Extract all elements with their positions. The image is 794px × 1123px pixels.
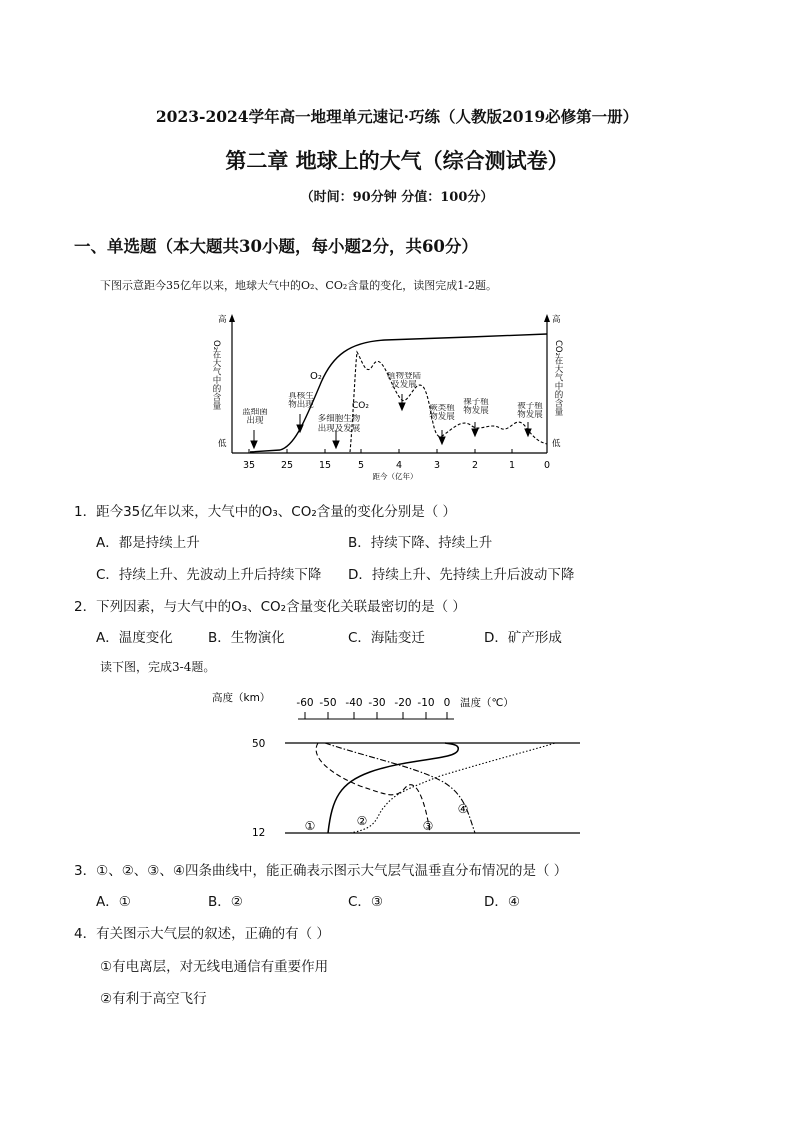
q3-option-c[interactable]: C．③: [348, 894, 384, 910]
q3-option-d[interactable]: D．④: [484, 894, 520, 910]
tick-label: 5: [357, 460, 365, 471]
paper-title: 第二章 地球上的大气（综合测试卷）: [225, 148, 569, 173]
figure2-intro: 读下图，完成3-4题。: [100, 660, 216, 674]
curve-label-4: ④: [457, 802, 469, 816]
temp-tick: -40: [345, 697, 363, 709]
tick-label: 4: [395, 460, 403, 471]
temp-tick: 0: [443, 697, 451, 709]
curve-3: [316, 743, 430, 833]
event-label: 植物登陆及发展: [386, 372, 421, 390]
height-axis-label: 高度（km）: [212, 692, 271, 704]
curve-label-3: ③: [422, 819, 434, 833]
right-low-label: 低: [552, 439, 561, 449]
event-label: 蕨类植物发展: [429, 404, 455, 422]
q1-option-a[interactable]: A．都是持续上升: [96, 535, 200, 551]
question-1-stem: 1．距今35亿年以来，大气中的O₃、CO₂含量的变化分别是（ ）: [74, 504, 457, 520]
q2-option-d[interactable]: D．矿产形成: [484, 630, 562, 646]
q2-option-b[interactable]: B．生物演化: [208, 630, 285, 646]
event-label: 被子植物发展: [517, 402, 543, 420]
q4-statement-1: ①有电离层，对无线电通信有重要作用: [100, 959, 329, 975]
q1-option-d[interactable]: D．持续上升、先持续上升后波动下降: [348, 567, 575, 583]
tick-label: 35: [242, 460, 256, 471]
tick-label: 1: [508, 460, 516, 471]
event-label: 真核生物出现: [288, 392, 314, 410]
q4-statement-2: ②有利于高空飞行: [100, 991, 207, 1007]
q3-option-b[interactable]: B．②: [208, 894, 243, 910]
curve-label-2: ②: [356, 814, 368, 828]
q1-option-b[interactable]: B．持续下降、持续上升: [348, 535, 493, 551]
exam-meta: （时间：90分钟 分值：100分）: [300, 190, 494, 205]
q3-option-a[interactable]: A．①: [96, 894, 131, 910]
temp-tick: -20: [394, 697, 412, 709]
event-label: 裸子植物发展: [463, 398, 489, 416]
temp-tick: -10: [417, 697, 435, 709]
o2-label: O₂: [310, 371, 322, 382]
left-high-label: 高: [218, 315, 227, 325]
series-title: 2023-2024学年高一地理单元速记·巧练（人教版2019必修第一册）: [155, 107, 639, 126]
co2-label: CO₂: [352, 401, 369, 411]
q2-option-c[interactable]: C．海陆变迁: [348, 630, 425, 646]
curve-label-1: ①: [304, 819, 316, 833]
temp-tick: -50: [319, 697, 337, 709]
temp-tick: -30: [368, 697, 386, 709]
event-label: 蓝细菌出现: [242, 408, 268, 426]
section-heading: 一、单选题（本大题共30小题，每小题2分，共60分）: [74, 237, 478, 256]
right-axis-label: CO₂在大气中的含量: [553, 340, 563, 416]
height-12-label: 12: [252, 827, 266, 839]
curve-4: [325, 743, 475, 833]
tick-label: 3: [433, 460, 441, 471]
x-axis-label: 距今（亿年）: [372, 472, 418, 481]
figure1-intro: 下图示意距今35亿年以来，地球大气中的O₂、CO₂含量的变化，读图完成1-2题。: [100, 279, 497, 292]
tick-label: 25: [280, 460, 294, 471]
left-low-label: 低: [218, 439, 227, 449]
question-3-stem: 3．①、②、③、④四条曲线中，能正确表示图示大气层气温垂直分布情况的是（ ）: [74, 863, 568, 879]
event-label: 多细胞生物出现及发展: [317, 414, 361, 434]
right-high-label: 高: [552, 315, 561, 325]
tick-label: 15: [318, 460, 332, 471]
tick-label: 2: [471, 460, 479, 471]
question-4-stem: 4．有关图示大气层的叙述，正确的有（ ）: [74, 926, 330, 942]
temp-tick: -60: [296, 697, 314, 709]
figure2-temperature-profile: [210, 688, 590, 843]
q2-option-a[interactable]: A．温度变化: [96, 630, 173, 646]
figure1-o2-co2-chart: [210, 310, 580, 482]
q1-option-c[interactable]: C．持续上升、先波动上升后持续下降: [96, 567, 322, 583]
height-50-label: 50: [252, 738, 266, 750]
curve-1: [328, 743, 458, 833]
left-axis-label: O₂在大气中的含量: [211, 340, 221, 410]
tick-label: 0: [543, 460, 551, 471]
question-2-stem: 2．下列因素，与大气中的O₃、CO₂含量变化关联最密切的是（ ）: [74, 599, 466, 615]
temp-axis-label: 温度（℃）: [460, 697, 514, 709]
